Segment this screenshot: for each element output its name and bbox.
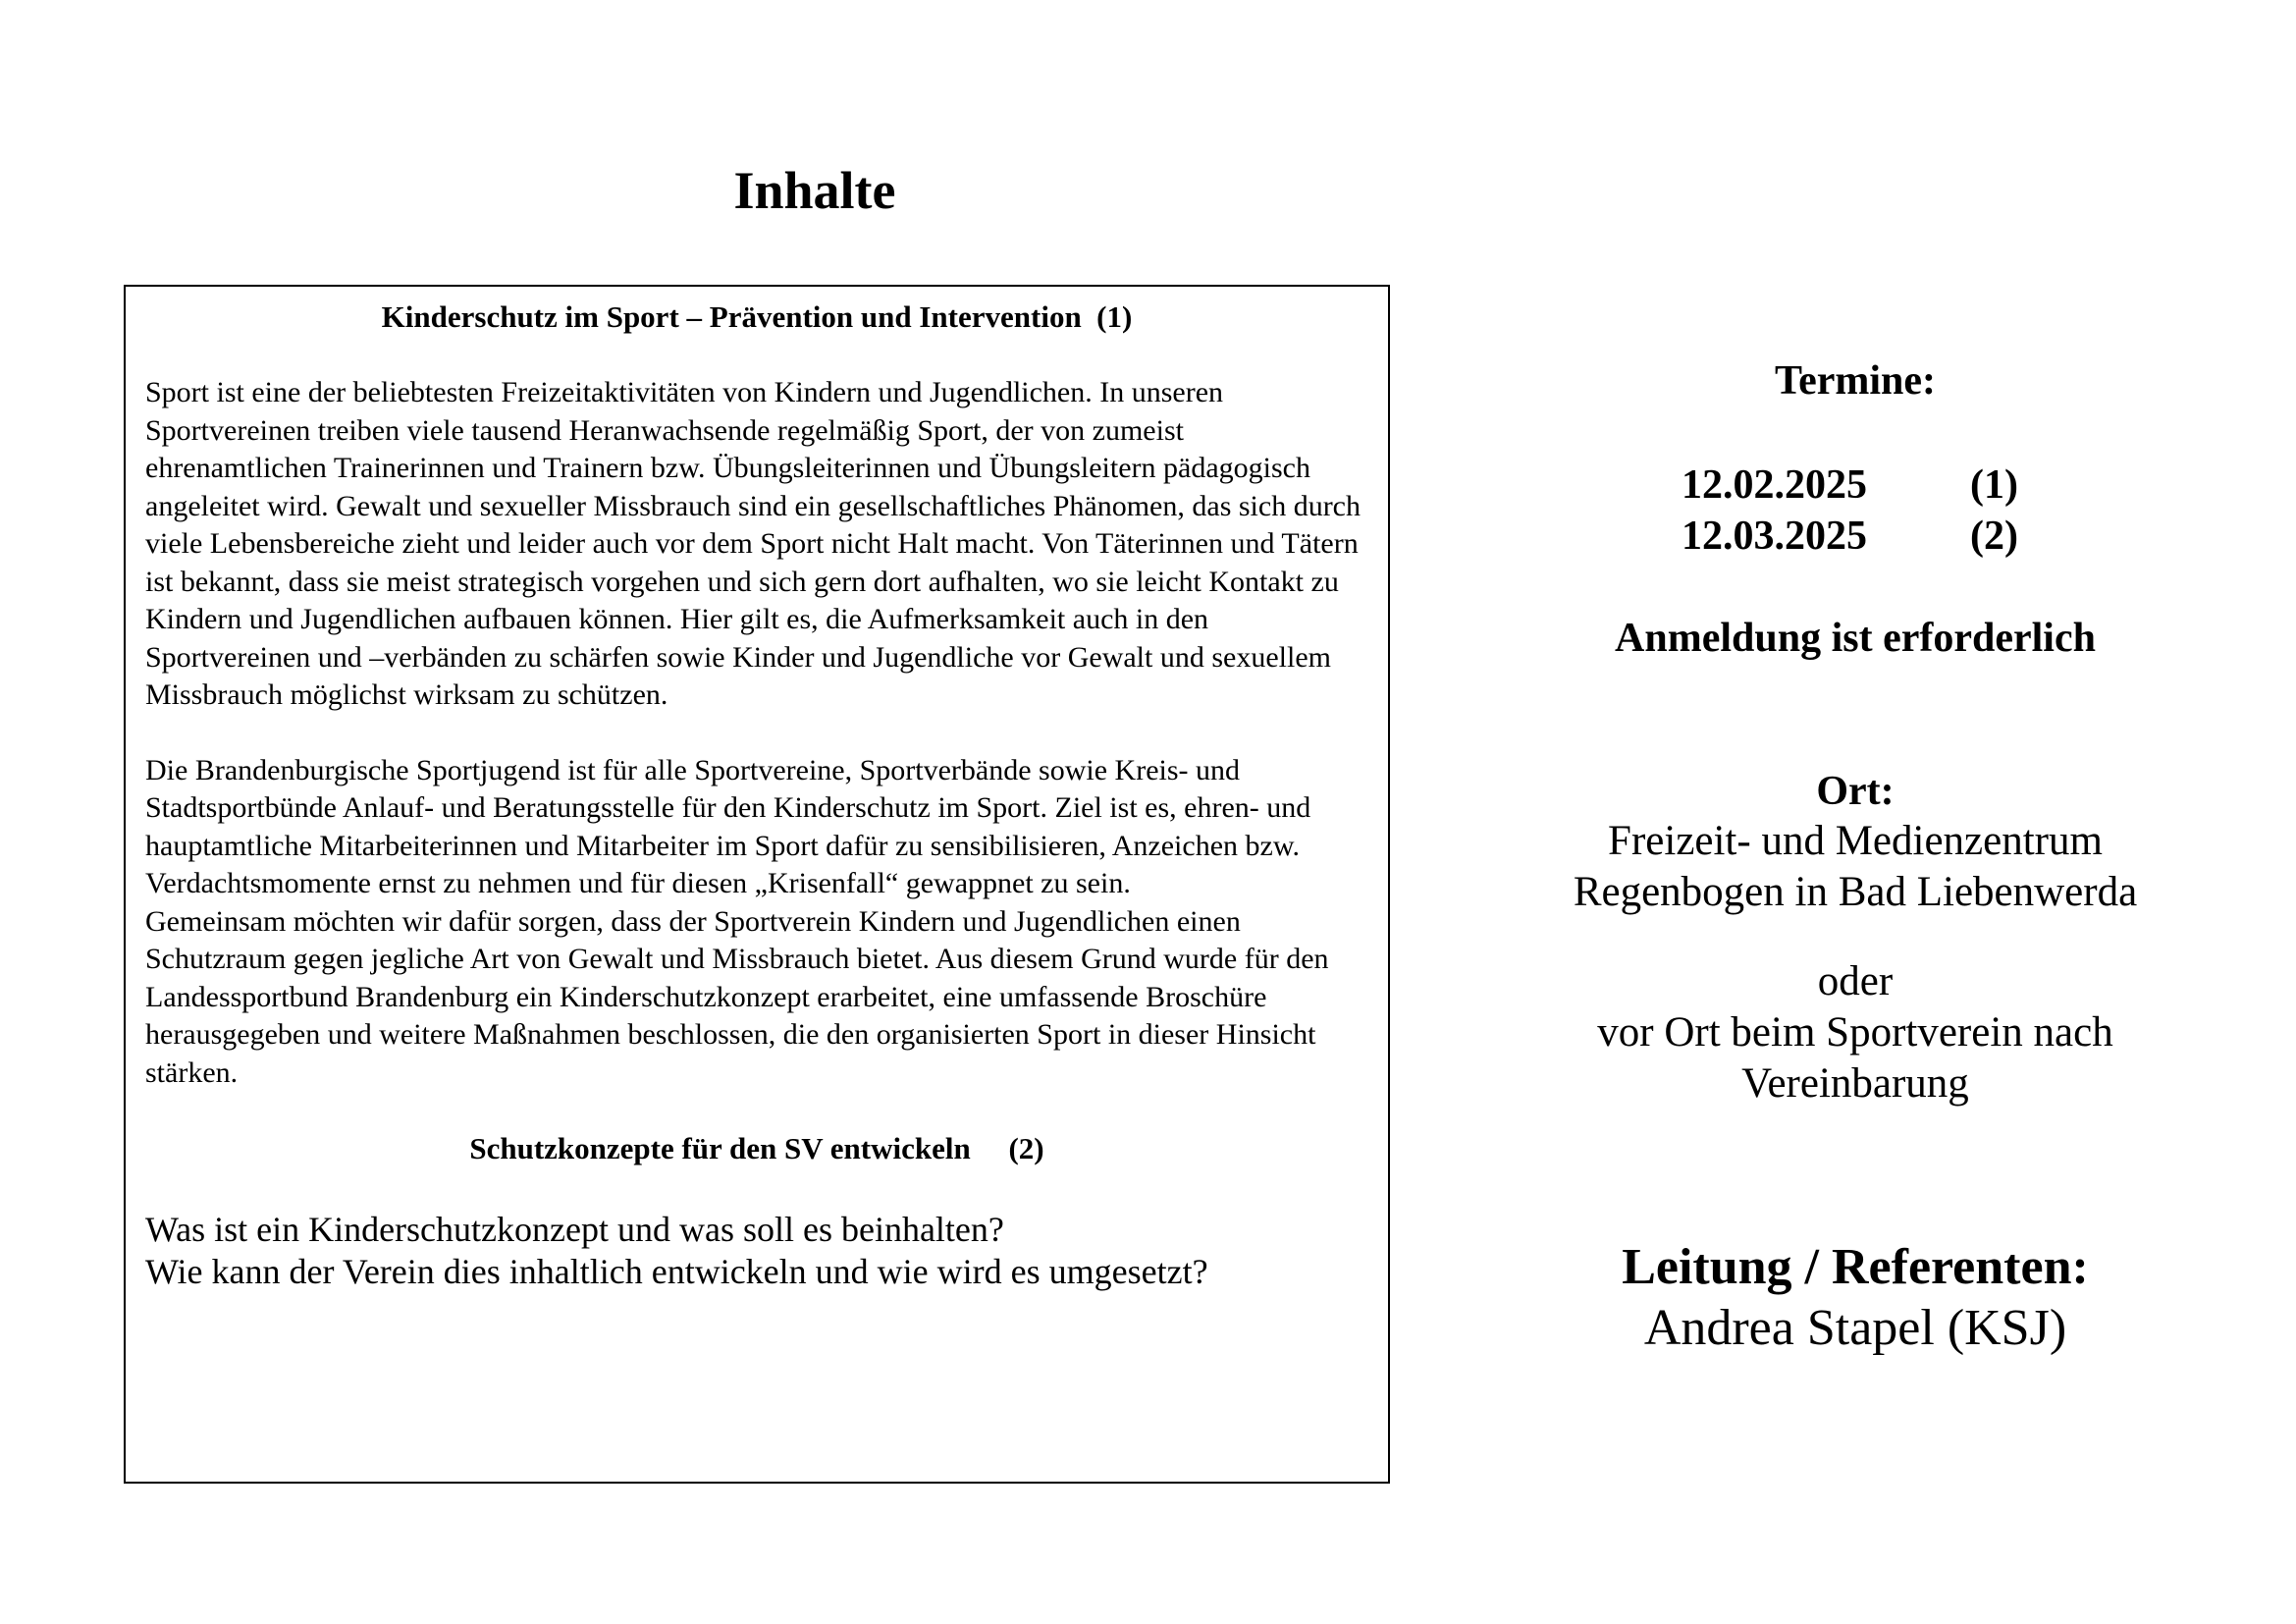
location-line: oder bbox=[1817, 958, 1894, 1004]
date-number: (1) bbox=[1970, 462, 2018, 508]
question-item: Wie kann der Verein dies inhaltlich entwickeln und wie wird es umgesetzt? bbox=[145, 1252, 1208, 1291]
paragraph-schutzraum: Gemeinsam möchten wir dafür sorgen, dass der Sportverein Kindern und Jugendlichen einen Schutzraum gegen jegliche Art von Gewalt und Missbrauch bietet. Aus diesem Grund wurde für den Landessportbund Brandenburg ein Kinderschutzkonzept erarbeitet, eine umfassende Broschüre herausgegeben und weitere Maßnahmen beschlossen, die den organisierten Sport in dieser Hinsicht stärken. bbox=[145, 904, 1329, 1089]
date-value: 12.03.2025 bbox=[1682, 514, 1867, 559]
referent-name: Andrea Stapel (KSJ) bbox=[1643, 1300, 2067, 1356]
date-row bbox=[1512, 460, 2199, 511]
paragraph-sportjugend: Die Brandenburgische Sportjugend ist für alle Sportvereine, Sportverbände sowie Kreis- und Stadtsportbünde Anlauf- und Beratungsstelle für den Kinderschutz im Sport. Ziel ist es, ehren- und hauptamtliche Mitarbeiterinnen und Mitarbeiter im Sport dafür zu sensibilisieren, Anzeichen bzw. Verdachtsmomente ernst zu nehmen und für diesen „Krisenfall“ gewappnet zu sein. bbox=[145, 753, 1311, 899]
location-line: vor Ort beim Sportverein nach bbox=[1597, 1009, 2113, 1056]
page-title: Inhalte bbox=[733, 161, 896, 220]
info-column bbox=[1512, 0, 2199, 1624]
date-row bbox=[1512, 511, 2199, 562]
section-heading-praevention: Kinderschutz im Sport – Prävention und Intervention (1) bbox=[381, 299, 1133, 334]
location-line: Vereinbarung bbox=[1741, 1060, 1969, 1107]
ort-label: Ort: bbox=[1816, 769, 1895, 814]
section-heading-schutzkonzepte: Schutzkonzepte für den SV entwickeln (2) bbox=[469, 1131, 1044, 1165]
content-box bbox=[124, 285, 1390, 1484]
termine-label: Termine: bbox=[1774, 358, 1937, 404]
registration-note: Anmeldung ist erforderlich bbox=[1615, 616, 2096, 661]
paragraph-intro: Sport ist eine der beliebtesten Freizeitaktivitäten von Kindern und Jugendlichen. In unseren Sportvereinen treiben viele tausend Heranwachsende regelmäßig Sport, der von zumeist ehrenamtlichen Trainerinnen und Trainern bzw. Übungsleiterinnen und Übungsleitern pädagogisch angeleitet wird. Gewalt und sexueller Missbrauch sind ein gesellschaftliches Phänomen, das sich durch viele Lebensbereiche zieht und leider auch vor dem Sport nicht Halt macht. Von Täterinnen und Tätern ist bekannt, dass sie meist strategisch vorgehen und sich gern dort aufhalten, wo sie leicht Kontakt zu Kindern und Jugendlichen aufbauen können. Hier gilt es, die Aufmerksamkeit auch in den Sportvereinen und –verbänden zu schärfen sowie Kinder und Jugendliche vor Gewalt und sexuellem Missbrauch möglichst wirksam zu schützen. bbox=[145, 376, 1361, 711]
date-value: 12.02.2025 bbox=[1682, 462, 1867, 508]
location-line: Regenbogen in Bad Liebenwerda bbox=[1573, 869, 2138, 915]
question-item: Was ist ein Kinderschutzkonzept und was soll es beinhalten? bbox=[145, 1210, 1004, 1249]
leitung-label: Leitung / Referenten: bbox=[1622, 1239, 2089, 1295]
question-list bbox=[145, 1209, 1368, 1293]
location-line: Freizeit- und Medienzentrum bbox=[1608, 818, 2103, 864]
date-number: (2) bbox=[1970, 514, 2018, 559]
